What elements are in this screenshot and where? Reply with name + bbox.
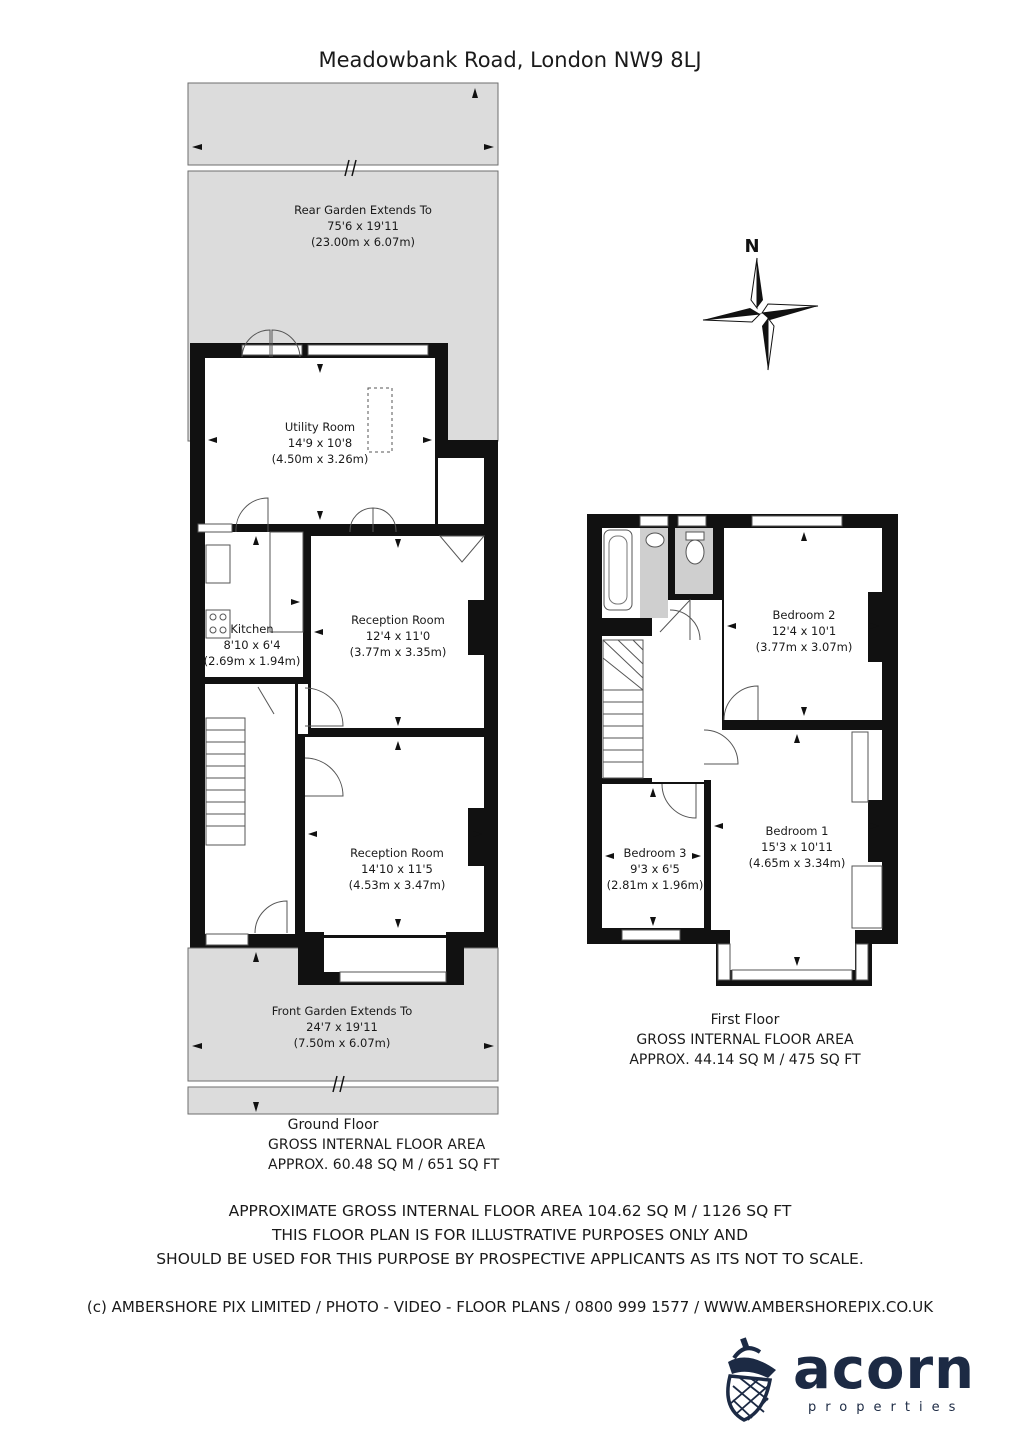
logo-subtitle: properties: [808, 1400, 965, 1415]
rear-garden-extension: [188, 83, 498, 165]
kitchen-metric: (2.69m x 1.94m): [203, 654, 301, 668]
utility-room-imperial: 14'9 x 10'8: [287, 436, 353, 450]
acorn-icon: [728, 1337, 776, 1420]
ground-floor-name: Ground Floor: [287, 1117, 379, 1133]
chimney-breast: [468, 808, 484, 866]
front-garden-name: Front Garden Extends To: [271, 1004, 413, 1018]
bedroom1-imperial: 15'3 x 10'11: [761, 840, 833, 854]
kitchen-imperial: 8'10 x 6'4: [223, 638, 281, 652]
reception-front-metric: (4.53m x 3.47m): [348, 878, 446, 892]
chimney-breast: [868, 800, 882, 862]
footer-disclaimer-2: SHOULD BE USED FOR THIS PURPOSE BY PROSPECTIVE APPLICANTS AS ITS NOT TO SCALE.: [156, 1250, 864, 1268]
first-floor-area-label: GROSS INTERNAL FLOOR AREA: [636, 1032, 854, 1048]
bedroom3-name: Bedroom 3: [623, 846, 687, 860]
bedroom2-name: Bedroom 2: [772, 608, 836, 622]
credit-line: (c) AMBERSHORE PIX LIMITED / PHOTO - VIDEO - FLOOR PLANS / 0800 999 1577 / WWW.AMBERSHOREPIX.CO.UK: [86, 1298, 934, 1316]
footer-disclaimer-1: THIS FLOOR PLAN IS FOR ILLUSTRATIVE PURPOSES ONLY AND: [271, 1226, 749, 1244]
front-garden-extension: [188, 1087, 498, 1114]
footer-total-area: APPROXIMATE GROSS INTERNAL FLOOR AREA 104.62 SQ M / 1126 SQ FT: [228, 1202, 792, 1220]
logo-word: acorn: [793, 1337, 975, 1402]
compass-label: N: [744, 236, 760, 257]
bedroom2-imperial: 12'4 x 10'1: [771, 624, 837, 638]
rear-garden-name: Rear Garden Extends To: [294, 203, 432, 217]
chimney-breast: [468, 600, 484, 655]
utility-room-name: Utility Room: [284, 420, 356, 434]
ground-floor-area-value: APPROX. 60.48 SQ M / 651 SQ FT: [268, 1157, 500, 1173]
acorn-logo: [728, 1337, 975, 1420]
bedroom1-name: Bedroom 1: [765, 824, 829, 838]
page-title: Meadowbank Road, London NW9 8LJ: [318, 48, 702, 72]
front-garden-imperial: 24'7 x 19'11: [306, 1020, 378, 1034]
first-floor-name: First Floor: [710, 1012, 780, 1028]
bedroom1-metric: (4.65m x 3.34m): [748, 856, 846, 870]
kitchen-name: Kitchen: [230, 622, 274, 636]
compass-icon: [703, 236, 818, 370]
bedroom3-metric: (2.81m x 1.96m): [606, 878, 704, 892]
reception-front-name: Reception Room: [350, 846, 444, 860]
ground-floor-caption: [188, 1115, 500, 1175]
bedroom2-metric: (3.77m x 3.07m): [755, 640, 853, 654]
ground-floor-area-label: GROSS INTERNAL FLOOR AREA: [268, 1137, 486, 1153]
rear-garden-metric: (23.00m x 6.07m): [310, 235, 416, 249]
bedroom3-imperial: 9'3 x 6'5: [630, 862, 680, 876]
first-floor-stairs: [603, 640, 643, 778]
front-garden-metric: (7.50m x 6.07m): [293, 1036, 391, 1050]
reception-rear-name: Reception Room: [351, 613, 445, 627]
reception-rear-imperial: 12'4 x 11'0: [365, 629, 431, 643]
first-floor-area-value: APPROX. 44.14 SQ M / 475 SQ FT: [629, 1052, 861, 1068]
rear-garden-imperial: 75'6 x 19'11: [327, 219, 399, 233]
utility-room-metric: (4.50m x 3.26m): [271, 452, 369, 466]
reception-front-imperial: 14'10 x 11'5: [361, 862, 433, 876]
reception-rear-metric: (3.77m x 3.35m): [349, 645, 447, 659]
wardrobe: [852, 866, 882, 928]
first-floor-caption: [600, 1010, 890, 1070]
ground-floor-stairs: [206, 718, 245, 845]
wardrobe: [852, 732, 868, 802]
